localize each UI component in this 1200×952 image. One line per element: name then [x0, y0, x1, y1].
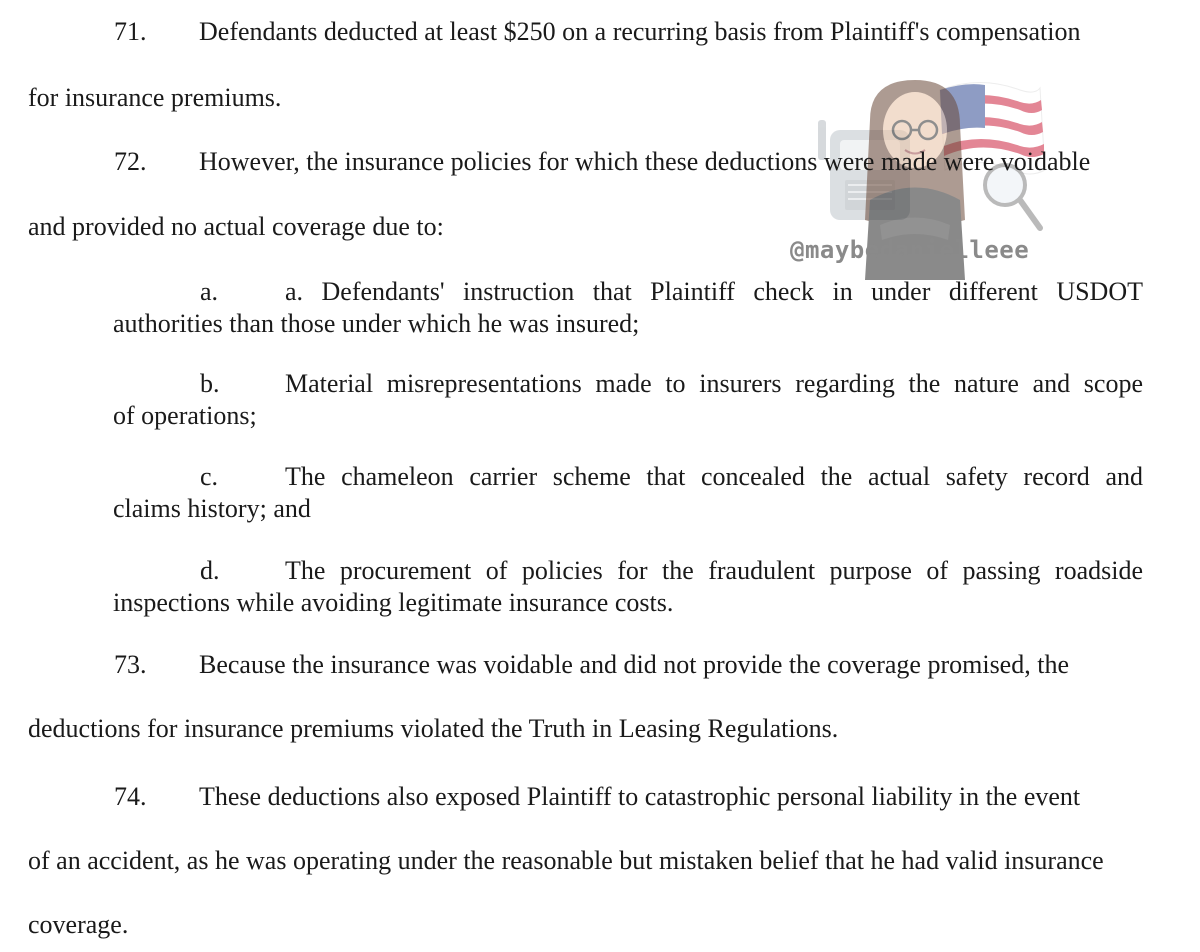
list-item-text: Material misrepresentations made to insurers regarding the nature and scope — [285, 369, 1143, 398]
paragraph-text: However, the insurance policies for which these deductions were made were voidable — [199, 147, 1091, 176]
list-item-letter: b. — [200, 369, 220, 398]
list-item-letter: c. — [200, 462, 219, 491]
paragraph-number: 73. — [114, 650, 147, 679]
paragraph-number: 71. — [114, 17, 147, 46]
paragraph-text: Defendants deducted at least $250 on a recurring basis from Plaintiff's compensation — [199, 17, 1081, 46]
list-item-text: The chameleon carrier scheme that concealed the actual safety record and — [285, 462, 1143, 491]
list-item-letter: d. — [200, 556, 220, 585]
list-item-text: The procurement of policies for the fraudulent purpose of passing roadside — [285, 556, 1143, 585]
watermark-handle: @maybedanielleee — [790, 236, 1030, 264]
list-item-text: a. Defendants' instruction that Plaintiff check in under different USDOT — [285, 277, 1143, 306]
paragraph-text: and provided no actual coverage due to: — [28, 212, 444, 241]
paragraph-number: 74. — [114, 782, 147, 811]
paragraph-text: deductions for insurance premiums violated the Truth in Leasing Regulations. — [28, 714, 839, 743]
list-item-letter: a. — [200, 277, 219, 306]
paragraph-text: coverage. — [28, 910, 129, 939]
paragraph-number: 72. — [114, 147, 147, 176]
list-item-text: claims history; and — [113, 494, 311, 523]
list-item-text: authorities than those under which he was insured; — [113, 309, 640, 338]
list-item-text: of operations; — [113, 401, 257, 430]
paragraph-text: of an accident, as he was operating under the reasonable but mistaken belief that he had valid insurance — [28, 846, 1104, 875]
paragraph-text: for insurance premiums. — [28, 83, 282, 112]
paragraph-text: Because the insurance was voidable and did not provide the coverage promised, the — [199, 650, 1069, 679]
paragraph-text: These deductions also exposed Plaintiff to catastrophic personal liability in the event — [199, 782, 1081, 811]
list-item-text: inspections while avoiding legitimate insurance costs. — [113, 588, 674, 617]
